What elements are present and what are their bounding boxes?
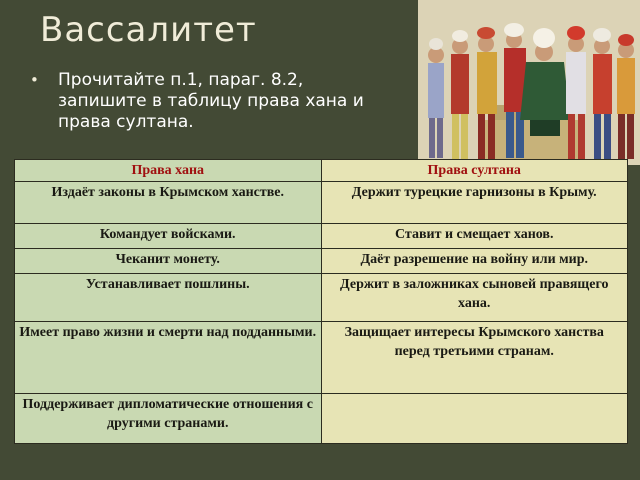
table-cell: Даёт разрешение на войну или мир. xyxy=(321,249,628,274)
table-cell xyxy=(321,394,628,444)
table-cell: Держит турецкие гарнизоны в Крыму. xyxy=(321,182,628,224)
instruction-text: Прочитайте п.1, параг. 8.2, запишите в таблицу права хана и права султана. xyxy=(58,70,364,132)
table-cell: Держит в заложниках сыновей правящего хана. xyxy=(321,274,628,322)
table-row xyxy=(15,224,628,249)
table-cell: Поддерживает дипломатические отношения с другими странами. xyxy=(15,394,322,444)
table-cell: Устанавливает пошлины. xyxy=(15,274,322,322)
table-row xyxy=(15,394,628,444)
bullet-icon: • xyxy=(30,71,39,89)
table-cell: Ставит и смещает ханов. xyxy=(321,224,628,249)
table-row xyxy=(15,249,628,274)
table-row xyxy=(15,274,628,322)
table-row xyxy=(15,182,628,224)
header-sultan-rights: Права султана xyxy=(321,160,628,182)
table-cell: Командует войсками. xyxy=(15,224,322,249)
table-cell: Чеканит монету. xyxy=(15,249,322,274)
table-row xyxy=(15,322,628,394)
table-row xyxy=(15,160,628,182)
rights-table xyxy=(14,159,628,444)
table-cell: Издаёт законы в Крымском ханстве. xyxy=(15,182,322,224)
table-cell: Имеет право жизни и смерти над подданными. xyxy=(15,322,322,394)
table-cell: Защищает интересы Крымского ханства перед третьими странам. xyxy=(321,322,628,394)
illustration-khan-court xyxy=(418,0,640,165)
slide-title: Вассалитет xyxy=(40,10,257,50)
instruction-bullet xyxy=(30,70,390,133)
header-khan-rights: Права хана xyxy=(15,160,322,182)
court-figures-illustration xyxy=(418,0,640,165)
